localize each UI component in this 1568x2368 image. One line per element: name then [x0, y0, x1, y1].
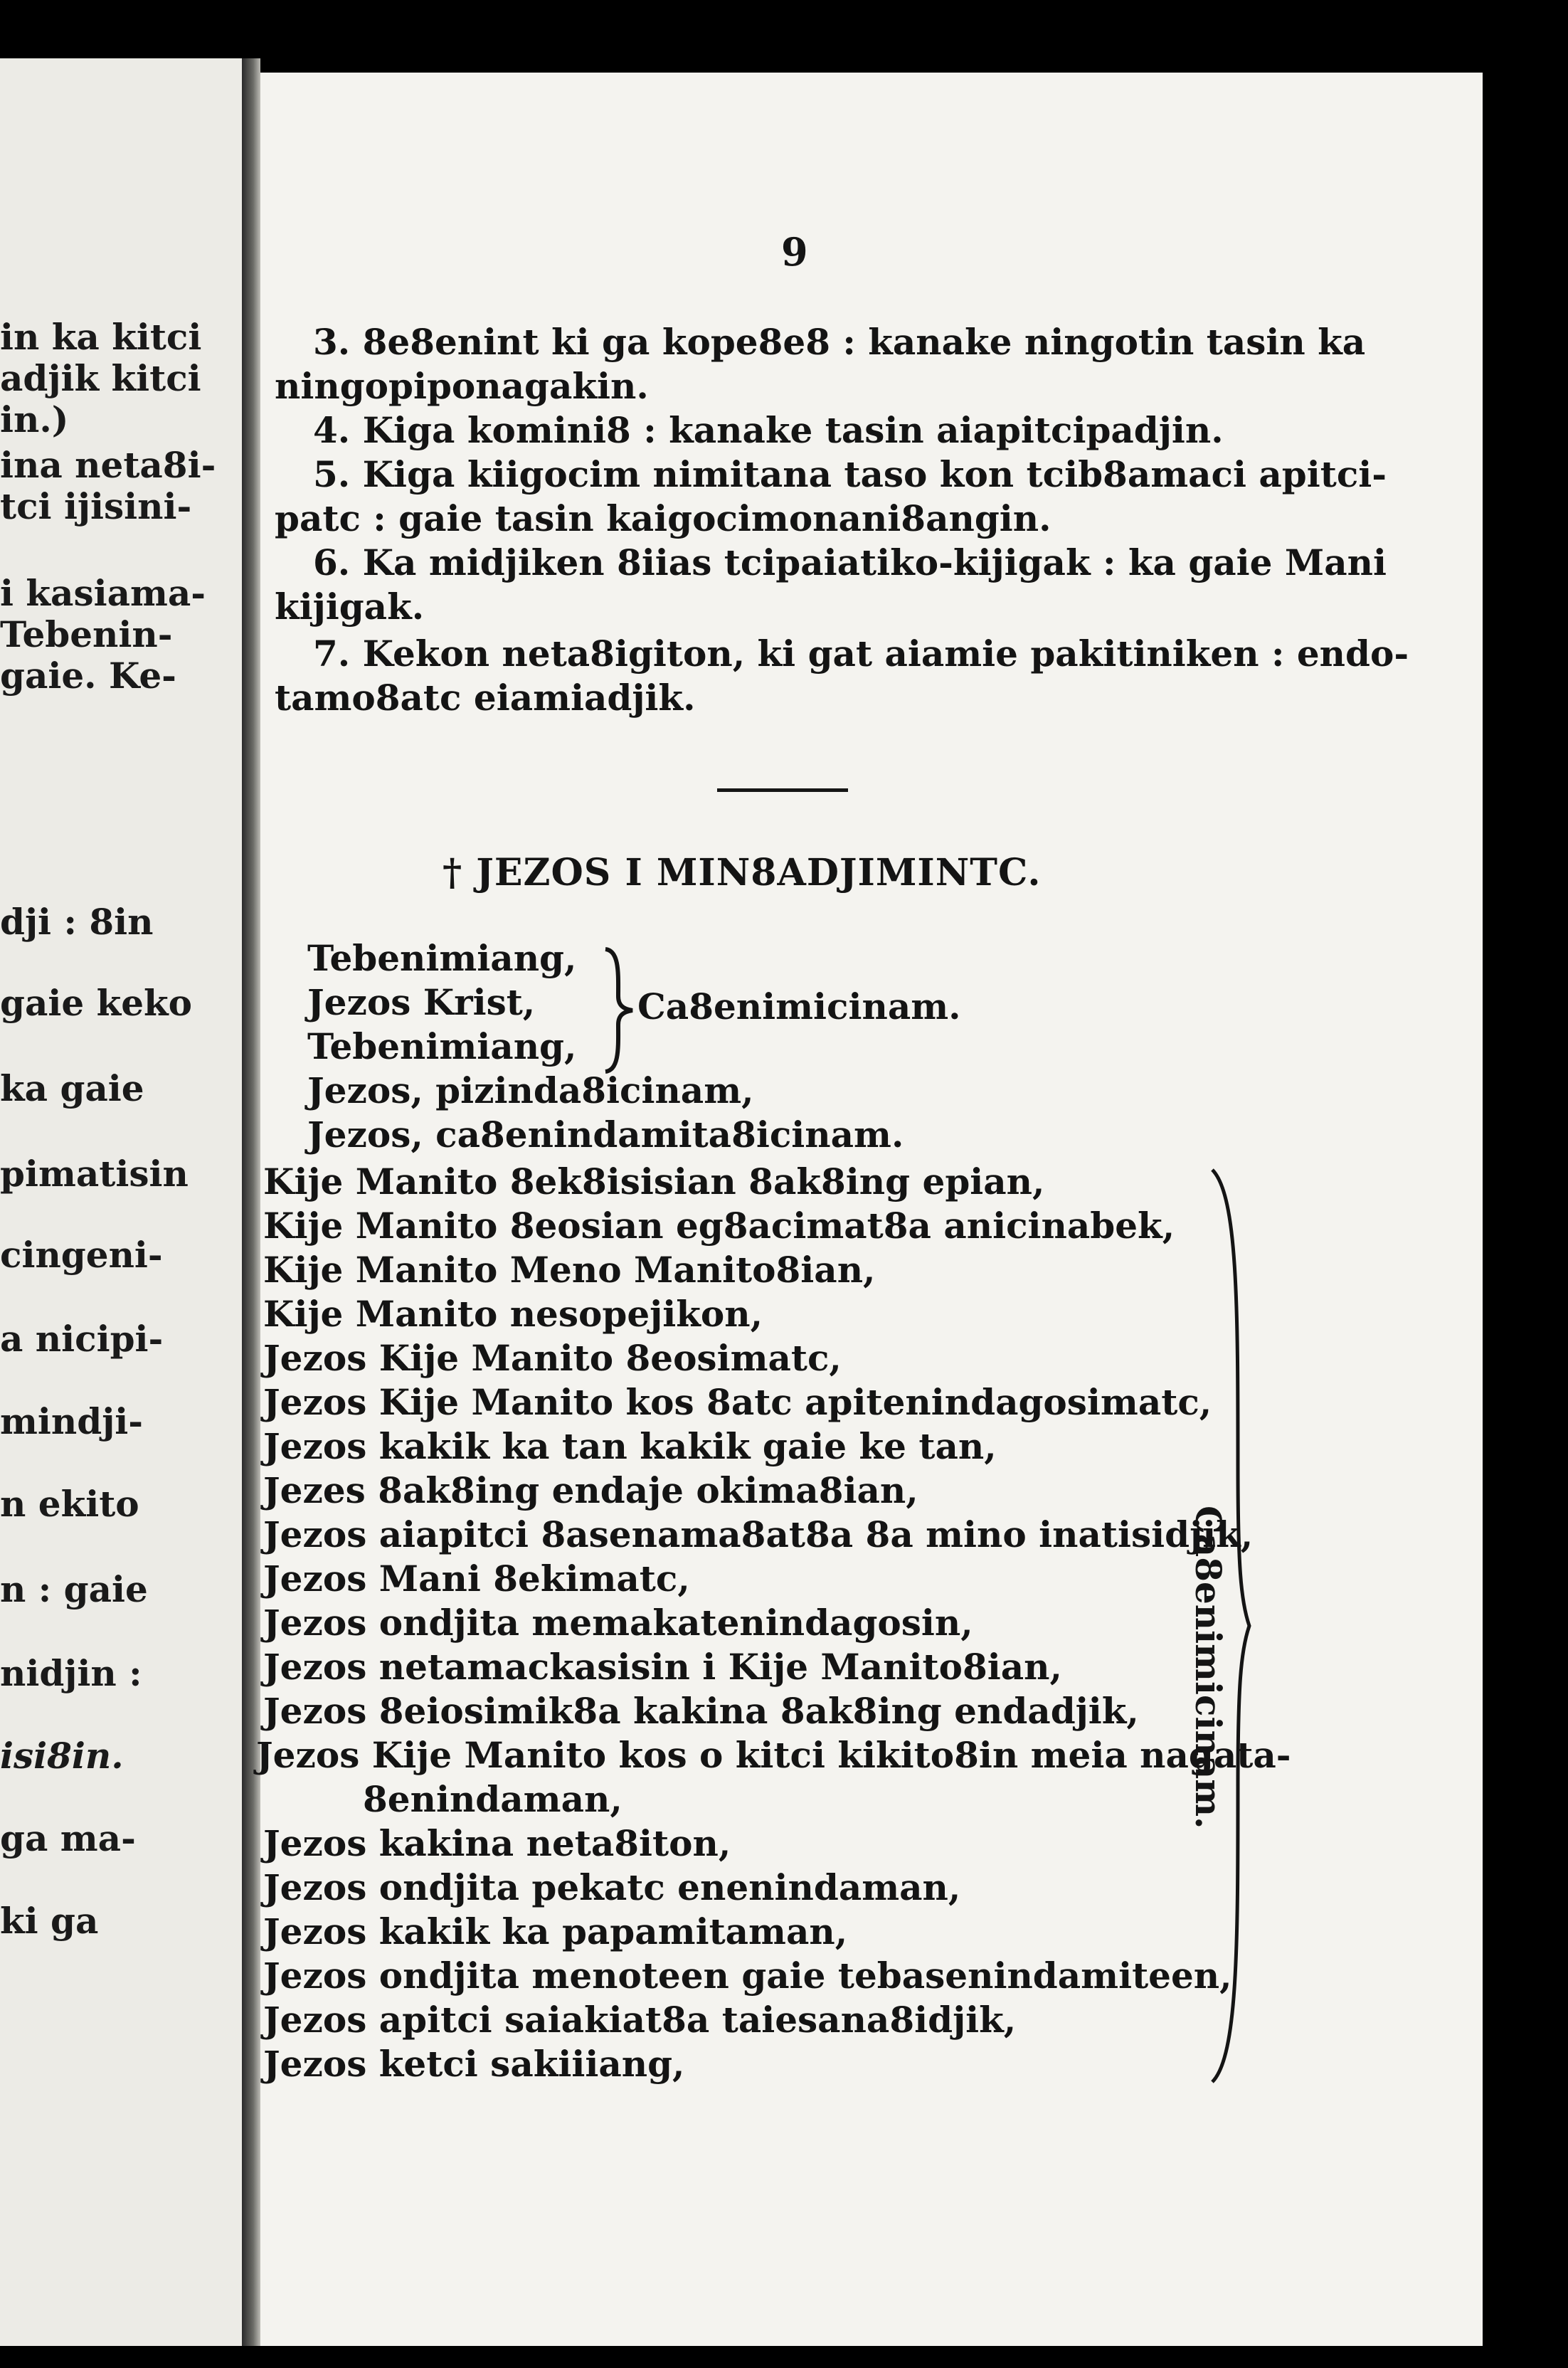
left-page-fragment: mindji-	[0, 1400, 144, 1442]
invocation-line: Jezos, pizinda8icinam,	[307, 1069, 754, 1111]
litany-line: ningopiponagakin.	[275, 365, 649, 407]
left-page-fragment: nidjin :	[0, 1652, 142, 1694]
litany-line: tamo8atc eiamiadjik.	[275, 677, 696, 719]
petition-line: Jezos ketci sakiiiang,	[263, 2043, 685, 2085]
petition-line: Jezos kakik ka papamitaman,	[263, 1910, 848, 1952]
left-page-fragment: i kasiama-	[0, 572, 206, 614]
left-page	[0, 58, 242, 2346]
left-page-fragment: in ka kitci	[0, 316, 202, 358]
brace-response-label: Ca8enimicinam.	[637, 985, 961, 1027]
left-page-fragment: n ekito	[0, 1483, 139, 1525]
invocation-line: Jezos Krist,	[307, 981, 536, 1023]
petition-line: Jezos netamackasisin i Kije Manito8ian,	[263, 1646, 1062, 1688]
petition-line: Kije Manito 8ek8isisian 8ak8ing epian,	[263, 1161, 1045, 1202]
left-page-fragment: ina neta8i-	[0, 444, 216, 486]
petition-line: Jezos Kije Manito kos 8atc apitenindagosimatc,	[263, 1381, 1212, 1423]
litany-line: 4. Kiga komini8 : kanake tasin aiapitcipadjin.	[313, 409, 1224, 451]
petition-line: Jezos kakina neta8iton,	[263, 1822, 731, 1864]
left-page-fragment: n : gaie	[0, 1568, 148, 1610]
section-heading: † JEZOS I MIN8ADJIMINTC.	[443, 851, 1042, 894]
left-page-fragment: a nicipi-	[0, 1318, 164, 1360]
petition-line: Kije Manito 8eosian eg8acimat8a anicinabek,	[263, 1205, 1175, 1247]
left-page-fragment: gaie keko	[0, 982, 193, 1024]
litany-line: 6. Ka midjiken 8iias tcipaiatiko-kijigak : ka gaie Mani	[313, 541, 1387, 583]
left-page-fragment: cingeni-	[0, 1234, 163, 1276]
brace-response-label: Ca8enimicinam.	[1187, 1506, 1229, 1829]
petition-line: 8enindaman,	[363, 1778, 623, 1820]
petition-line: Jezes 8ak8ing endaje okima8ian,	[263, 1469, 918, 1511]
left-page-fragment: tci ijisini-	[0, 485, 192, 527]
petition-line: Jezos Kije Manito kos o kitci kikito8in meia nagata-	[256, 1734, 1291, 1776]
invocation-line: Tebenimiang,	[307, 937, 577, 979]
petition-line: Jezos ondjita memakatenindagosin,	[263, 1602, 973, 1644]
page-number: 9	[781, 229, 808, 275]
invocation-line: Tebenimiang,	[307, 1025, 577, 1067]
invocation-line: Jezos, ca8enindamita8icinam.	[307, 1114, 904, 1156]
petition-line: Jezos Kije Manito 8eosimatc,	[263, 1337, 842, 1379]
left-page-fragment: ga ma-	[0, 1817, 136, 1859]
left-page-fragment: adjik kitci	[0, 357, 201, 399]
small-brace	[601, 946, 637, 1074]
petition-line: Jezos aiapitci 8asenama8at8a 8a mino inatisidjik,	[263, 1513, 1254, 1555]
petition-line: Kije Manito nesopejikon,	[263, 1293, 763, 1335]
book-gutter	[242, 58, 260, 2346]
left-page-fragment: dji : 8in	[0, 901, 154, 943]
petition-line: Jezos 8eiosimik8a kakina 8ak8ing endadjik,	[263, 1690, 1139, 1732]
litany-line: 3. 8e8enint ki ga kope8e8 : kanake ningotin tasin ka	[313, 321, 1366, 363]
petition-line: Jezos apitci saiakiat8a taiesana8idjik,	[263, 1999, 1017, 2041]
left-page-fragment: pimatisin	[0, 1153, 189, 1195]
left-page-fragment: ka gaie	[0, 1067, 144, 1109]
litany-line: kijigak.	[275, 586, 425, 628]
petition-line: Jezos Mani 8ekimatc,	[263, 1558, 690, 1600]
petition-line: Jezos ondjita menoteen gaie tebasenindamiteen,	[263, 1955, 1232, 1997]
petition-line: Kije Manito Meno Manito8ian,	[263, 1249, 876, 1291]
litany-line: 5. Kiga kiigocim nimitana taso kon tcib8amaci apitci-	[313, 453, 1387, 495]
litany-line: 7. Kekon neta8igiton, ki gat aiamie pakitiniken : endo-	[313, 633, 1409, 675]
petition-line: Jezos kakik ka tan kakik gaie ke tan,	[263, 1425, 997, 1467]
left-page-fragment: Tebenin-	[0, 613, 173, 655]
left-page-fragment: isi8in.	[0, 1735, 124, 1777]
left-page-fragment: in.)	[0, 398, 69, 440]
litany-line: patc : gaie tasin kaigocimonani8angin.	[275, 497, 1051, 539]
petition-line: Jezos ondjita pekatc enenindaman,	[263, 1866, 961, 1908]
left-page-fragment: gaie. Ke-	[0, 655, 176, 697]
left-page-fragment: ki ga	[0, 1900, 99, 1942]
section-rule	[717, 788, 848, 792]
